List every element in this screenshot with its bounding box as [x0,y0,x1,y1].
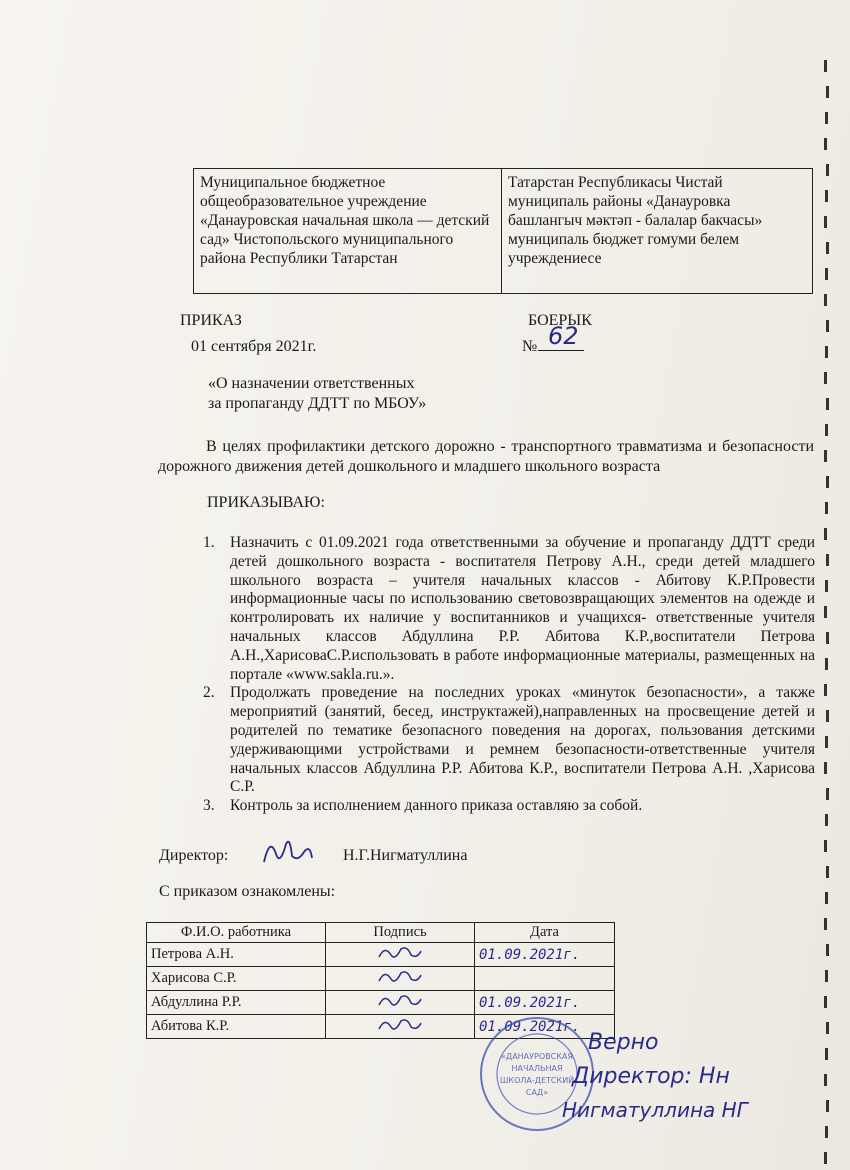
binding-holes [810,0,850,1170]
signature-date [475,967,615,991]
director-label: Директор: [159,847,229,864]
order-word: ПРИКАЗЫВАЮ: [207,494,325,511]
order-item: 3. Контроль за исполнением данного приказа оставляю за собой. [203,797,643,815]
signature-date: 01.09.2021г. [475,1015,615,1039]
order-date: 01 сентября 2021г. [191,338,317,355]
employee-name: Абитова К.Р. [147,1015,326,1039]
employee-name: Петрова А.Н. [147,943,326,967]
employee-signature [326,943,475,967]
director-name: Н.Г.Нигматуллина [343,847,468,864]
header-table [193,168,813,294]
order-item: 1. Назначить с 01.09.2021 года ответственными за обучение и пропаганду ДДТТ среди детей дошкольного возраста - воспитателя Петрову А.Н., среди детей младшего школьного возраста – учителя начальных классов - Абитову К.Р.Провести информационные часы по использованию световозвращающих элементов на одежде и контролировать их наличие у воспитанников и учащихся- ответственные учителя начальных классов Абдуллина Р.Р. Абитова К.Р.,воспитатели Петрова А.Н.,ХарисоваС.Р.использовать в работе информационные материалы, размещенных на портале «www.sakla.ru.». [203,534,815,683]
employee-name: Абдуллина Р.Р. [147,991,326,1015]
handwritten-signature [375,991,425,1009]
svg-text:«ДАНАУРОВСКАЯ: «ДАНАУРОВСКАЯ [501,1052,573,1061]
handwritten-signature [375,1015,425,1033]
order-item: 2. Продолжать проведение на последних уроках «минуток безопасности», а также мероприятий (занятий, бесед, инструктажей),направленных на просвещение детей и родителей по тематике безопасного поведения на дорогах, пользования детскими удерживающими устройствами и ремнем безопасности-ответственные учителя начальных классов Абдуллина Р.Р. Абитова К.Р., воспитатели Петрова А.Н. ,Харисова С.Р. [203,684,815,796]
order-number-handwritten: 62 [548,322,579,350]
table-row [147,991,615,1015]
header-right-cell: Татарстан Республикасы Чистай муниципаль районы «Данауровка башлангыч мәктәп - балалар бакчасы» муниципаль бюджет гомуми белем учреждениесе [502,169,813,294]
order-number-underline [538,350,584,351]
handwritten-signature [375,943,425,961]
svg-text:НАЧАЛЬНАЯ: НАЧАЛЬНАЯ [511,1064,563,1073]
subject-line-2: за пропаганду ДДТТ по МБОУ» [208,395,427,412]
handwritten-signature [375,967,425,985]
order-title-ru: ПРИКАЗ [180,312,242,329]
svg-text:САД»: САД» [525,1088,549,1097]
employee-name: Харисова С.Р. [147,967,326,991]
signature-date: 01.09.2021г. [475,991,615,1015]
order-items-list [203,534,815,816]
employee-signature [326,967,475,991]
col-header-signature: Подпись [326,923,475,943]
signature-date: 01.09.2021г. [475,943,615,967]
acquainted-label: С приказом ознакомлены: [159,883,336,900]
svg-text:ШКОЛА-ДЕТСКИЙ: ШКОЛА-ДЕТСКИЙ [499,1076,575,1085]
director-signature [258,832,318,872]
col-header-name: Ф.И.О. работника [147,923,326,943]
header-left-cell: Муниципальное бюджетное общеобразовательное учреждение «Данауровская начальная школа — детский сад» Чистопольского муниципального района Республики Татарстан [194,169,502,294]
handwritten-note-line-3: Нигматуллина НГ [562,1098,748,1122]
employee-signature [326,1015,475,1039]
subject-line-1: «О назначении ответственных [208,375,415,392]
order-number-label: № [522,338,538,355]
employee-signature [326,991,475,1015]
handwritten-note-line-1: Верно [588,1030,659,1055]
col-header-date: Дата [475,923,615,943]
handwritten-note-line-2: Директор: Нн [572,1064,730,1089]
preamble: В целях профилактики детского дорожно - транспортного травматизма и безопасности дорожного движения детей дошкольного и младшего школьного возраста [158,438,814,475]
order-title-tt: БОЕРЫК [528,312,592,329]
table-row [147,967,615,991]
table-row [147,943,615,967]
